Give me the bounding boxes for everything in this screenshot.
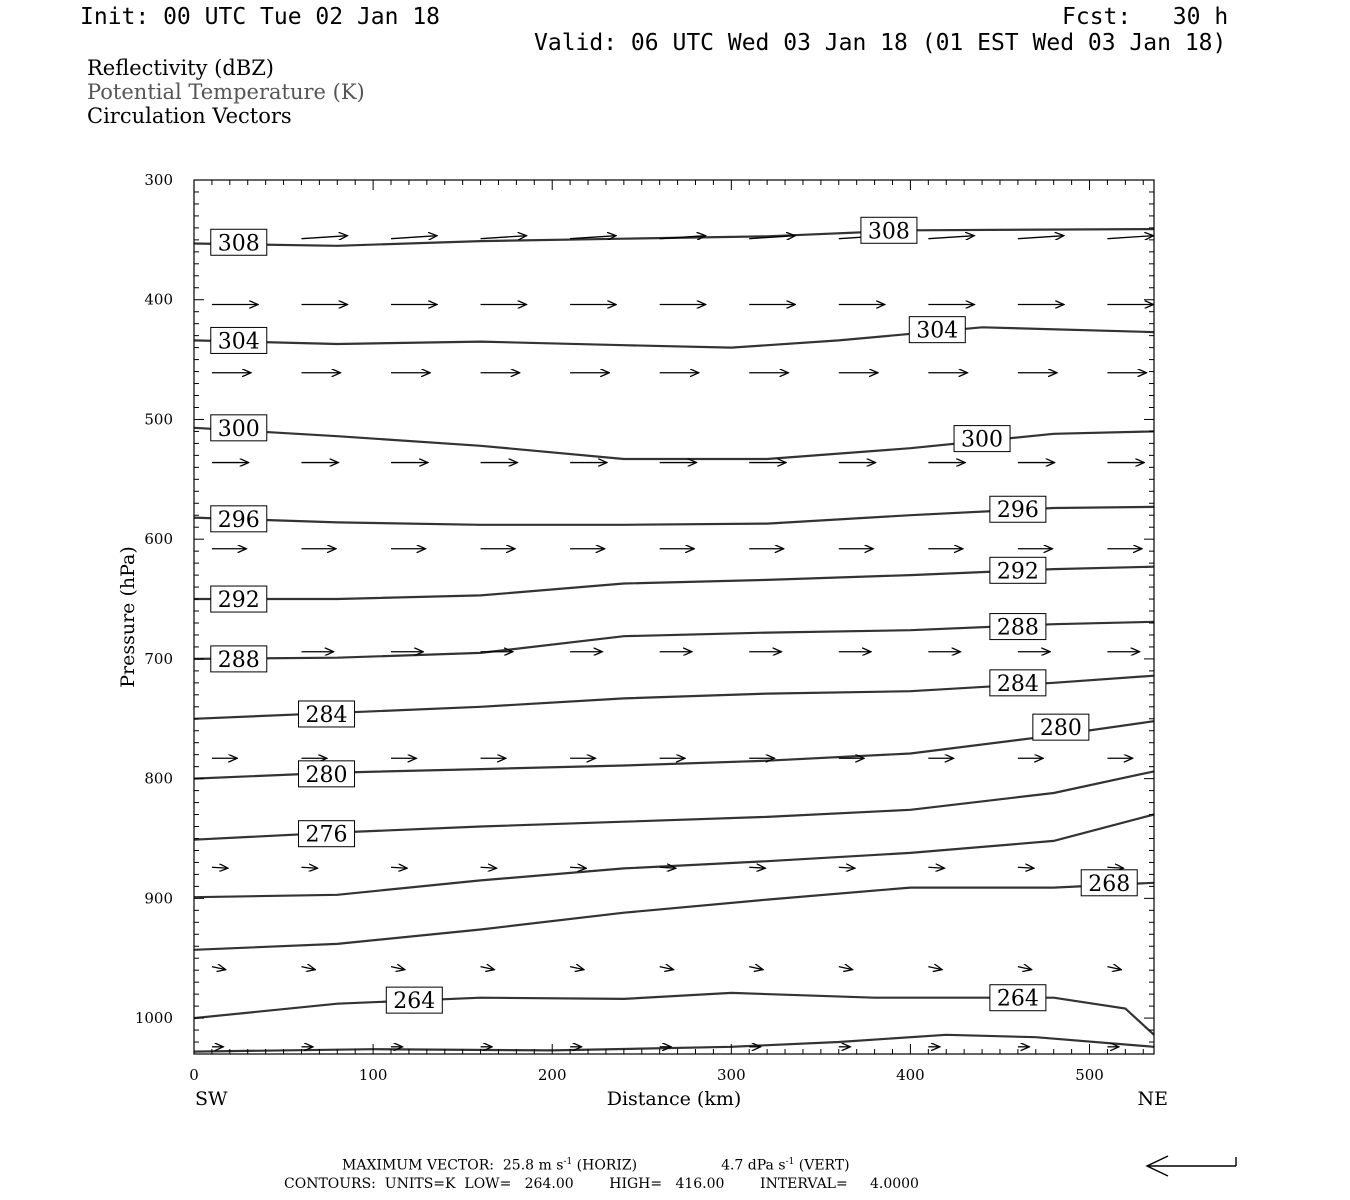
x-tick-label: 0 [189,1066,199,1084]
circulation-vector [1107,236,1153,239]
y-axis-title: Pressure (hPa) [117,546,139,688]
contour-label: 292 [996,559,1039,585]
circulation-vector [1018,867,1034,868]
x-tick-label: 400 [896,1066,925,1084]
circulation-vector [839,867,855,868]
x-tick-label: 200 [537,1066,567,1084]
x-axis-title: Distance (km) [606,1088,742,1110]
circulation-vector [301,867,317,868]
x-end-label-sw: SW [195,1088,228,1110]
valid-time: Valid: 06 UTC Wed 03 Jan 18 (01 EST Wed 03 Jan 18) [534,30,1227,56]
y-tick-label: 500 [144,410,173,429]
circulation-vector [570,967,584,970]
isentrope-304 [194,327,1154,347]
contour-label: 280 [305,762,348,788]
circulation-vector [749,967,763,970]
circulation-vector [660,967,674,970]
circulation-vector [481,867,497,868]
circulation-vector [928,967,942,970]
legend-reflectivity: Reflectivity (dBZ) [87,56,275,80]
y-tick-label: 400 [144,290,173,309]
contour-label: 280 [1039,716,1082,742]
circulation-vector [1107,967,1121,970]
contour-label: 308 [867,219,910,245]
contour-label: 288 [217,647,260,673]
contour-label: 264 [393,989,436,1015]
contour-label: 284 [996,671,1039,697]
contours-text: CONTOURS: UNITS=K LOW= 264.00 HIGH= 416.00 INTERVAL= 4.0000 [284,1176,919,1192]
contour-label: 300 [217,416,260,442]
circulation-vector [660,867,676,868]
contour-label: 304 [217,329,260,355]
contour-label: 288 [996,615,1039,641]
init-time: Init: 00 UTC Tue 02 Jan 18 [80,4,441,30]
y-tick-label: 600 [144,530,173,549]
isentrope-268 [194,883,1154,950]
circulation-vector [481,967,495,970]
contour-label: 276 [305,822,348,848]
y-tick-label: 700 [144,649,173,668]
contour-label: 268 [1088,871,1131,897]
surface-isentrope [194,1035,1154,1052]
circulation-vector [301,967,315,970]
contour-label: 304 [916,318,959,344]
x-tick-label: 300 [716,1066,746,1084]
circulation-vector [928,867,944,868]
contour-label: 296 [217,507,260,533]
contour-label: 296 [996,498,1039,524]
circulation-vector [212,967,226,970]
circulation-vector [1107,867,1123,868]
circulation-vector [301,236,347,239]
max-vector-text: MAXIMUM VECTOR: 25.8 m $s^{-1}$ (HORIZ) 4.7 dPa $s^{-1}$ (VERT) [342,1157,850,1174]
legend-potential-temperature: Potential Temperature (K) [87,80,365,104]
x-tick-label: 100 [358,1066,388,1084]
circulation-vector [928,236,974,239]
y-tick-label: 800 [144,769,173,788]
x-tick-label: 500 [1075,1066,1104,1084]
circulation-vector [1018,967,1032,970]
circulation-vector [391,967,405,970]
y-tick-label: 1000 [134,1009,173,1028]
contour-label: 292 [217,588,260,614]
legend-circulation-vectors: Circulation Vectors [87,104,292,128]
circulation-vector [839,967,853,970]
circulation-vector [212,867,228,868]
circulation-vector [481,236,527,239]
circulation-vector [1018,236,1064,239]
y-tick-label: 900 [144,889,173,908]
forecast-hour: Fcst: 30 h [1062,4,1229,30]
contour-label: 300 [961,427,1004,453]
circulation-vector [749,867,765,868]
contour-label: 284 [305,702,348,728]
circulation-vector [570,867,586,868]
circulation-vector [391,867,407,868]
circulation-vector [391,236,437,239]
contour-label: 264 [996,986,1039,1012]
y-tick-label: 300 [144,171,173,189]
contour-label: 308 [217,231,260,257]
x-end-label-ne: NE [1137,1088,1168,1110]
